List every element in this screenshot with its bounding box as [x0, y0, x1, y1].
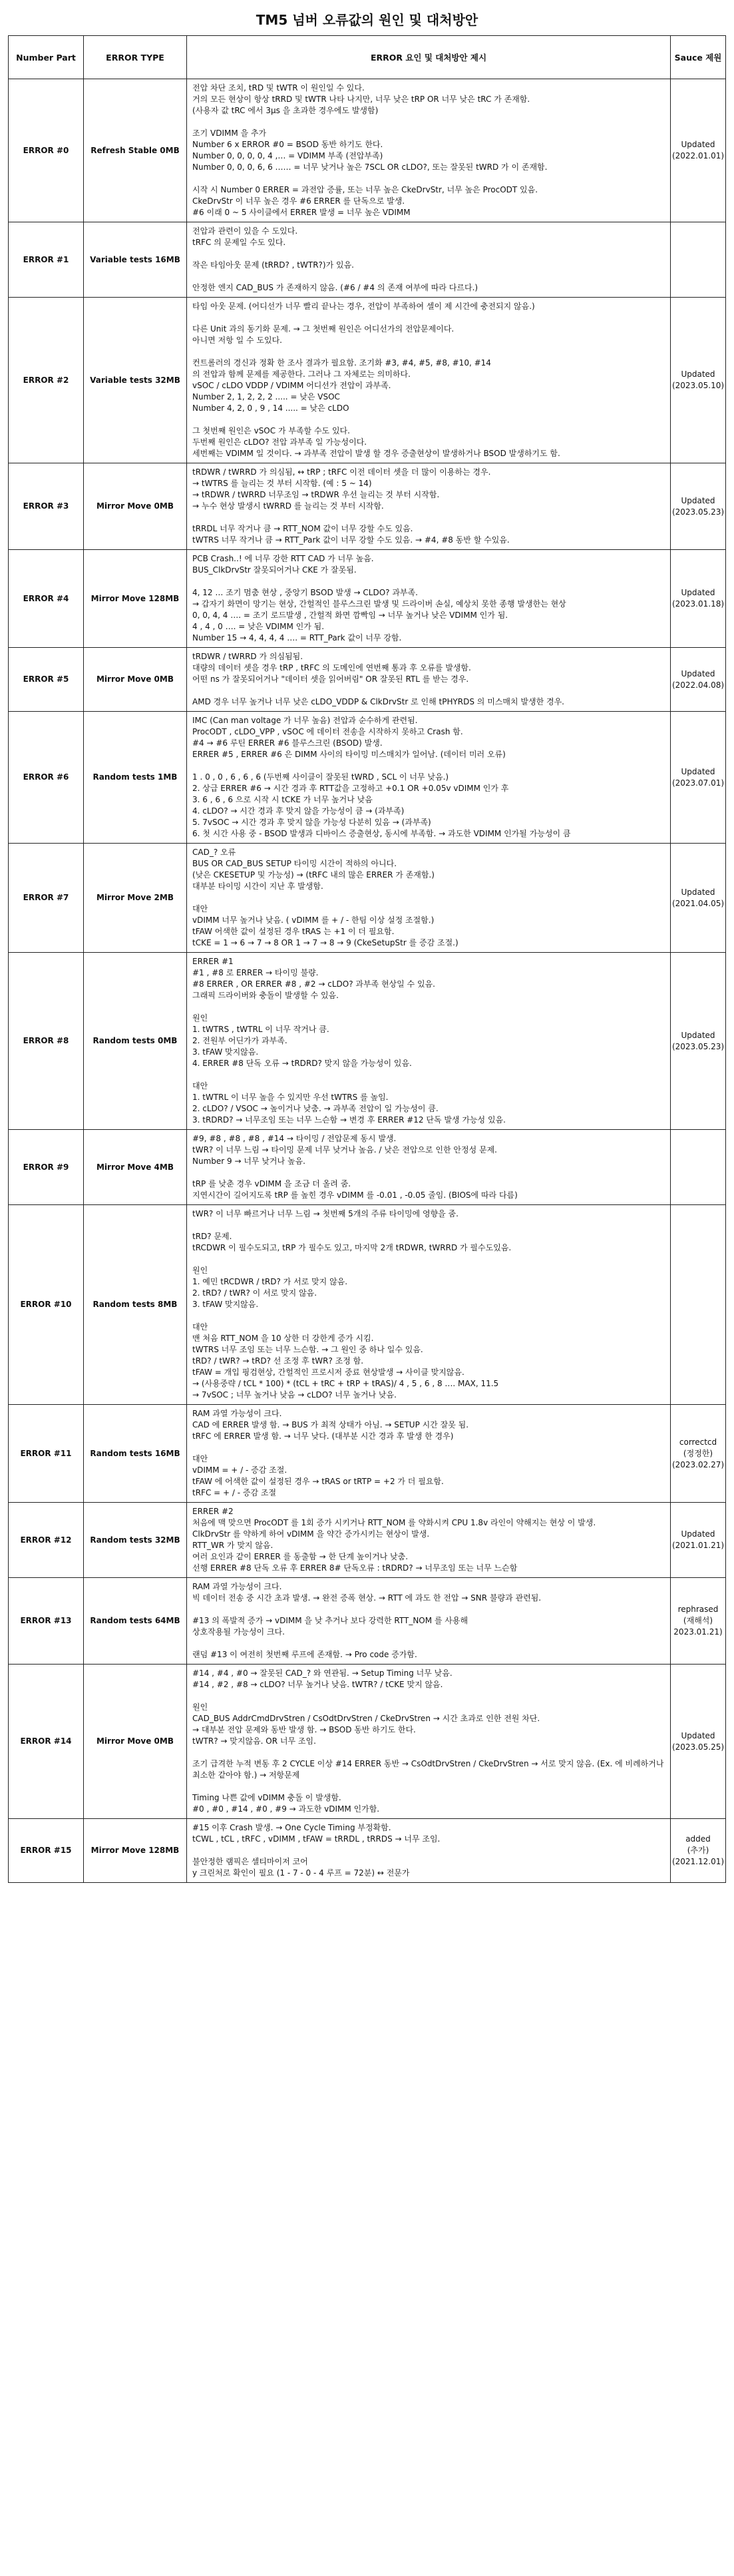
description-line: 맨 처음 RTT_NOM 을 10 상한 더 강한게 증가 시킴.	[192, 1334, 374, 1343]
error-number-cell: ERROR #14	[9, 1665, 84, 1819]
description-line: 여러 요인과 같이 ERRER 를 동출함 → 한 단계 높이거나 낮춤.	[192, 1552, 409, 1561]
source-cell: Updated (2023.01.18)	[671, 550, 726, 648]
page-title: TM5 넘버 오류값의 원인 및 대처방안	[256, 12, 478, 28]
description-line: → (사용중략 / tCL * 100) * (tCL + tRC + tRP + tRAS)/ 4 , 5 , 6 , 8 …. MAX, 11.5	[192, 1379, 499, 1388]
description-line: IMC (Can man voltage 가 너무 높음) 전압과 순수하게 관련됨.	[192, 716, 418, 725]
error-number-cell: ERROR #5	[9, 648, 84, 712]
description-line: 전압과 관련이 있을 수 도있다.	[192, 226, 298, 236]
description-line: 두번째 원인은 cLDO? 전압 과부족 일 가능성이다.	[192, 437, 367, 447]
description-line	[192, 1069, 666, 1081]
description-line: 처음에 맥 맞으면 ProcODT 를 1회 증가 시키거나 RTT_NOM 를 약화시켜 CPU 1.8v 라인이 약해지는 현상 이 발생.	[192, 1518, 596, 1527]
description-line: 1. tWTRL 이 너무 높을 수 있지만 우선 tWTRS 를 높임.	[192, 1093, 389, 1102]
description-line: 상호작용될 가능성이 크다.	[192, 1627, 285, 1637]
header-description: ERROR 요인 및 대처방안 제시	[187, 36, 671, 79]
description-line: 원인	[192, 1266, 208, 1275]
table-row	[9, 1130, 726, 1205]
error-number-cell: ERROR #11	[9, 1405, 84, 1503]
description-line	[192, 414, 666, 425]
description-line: vDIMM 너무 높거나 낮음. ( vDIMM 를 + / - 한팀 이상 설정 조절함.)	[192, 915, 435, 925]
description-line: RAM 과열 가능성이 크다.	[192, 1409, 282, 1418]
description-line: tRCDWR 이 필수도되고, tRP 가 필수도 있고, 마지막 2개 tRDWR, tWRRD 가 필수도있음.	[192, 1243, 512, 1252]
description-line: 거의 모든 현상이 항상 tRRD 및 tWTR 나타 나지만, 너무 낮은 tRP OR 너무 낮은 tRC 가 존재함.	[192, 95, 530, 104]
source-cell: Updated (2023.05.23)	[671, 953, 726, 1130]
error-type-cell: Mirror Move 128MB	[84, 1819, 187, 1883]
description-line: Number 4, 2, 0 , 9 , 14 ..... = 낮은 cLDO	[192, 403, 349, 413]
error-type-cell: Random tests 16MB	[84, 1405, 187, 1503]
description-line: → tRDWR / tWRRD 너무조임 → tRDWR 우선 늘리는 것 부터 시작함.	[192, 490, 440, 499]
description-line: tRDWR / tWRRD 가 의심됨됨.	[192, 652, 303, 661]
source-cell: correctcd (정정한) (2023.02.27)	[671, 1405, 726, 1503]
table-row	[9, 1578, 726, 1665]
description-line: AMD 경우 너무 높거나 너무 낮은 cLDO_VDDP & ClkDrvStr 로 인해 tPHYRDS 의 미스매치 발생한 경우.	[192, 697, 564, 706]
description-line	[192, 512, 666, 523]
description-line: → 누수 현상 발생시 tWRRD 를 늘리는 것 부터 시작함.	[192, 501, 384, 511]
description-line: 전압 차단 조치, tRD 및 tWTR 이 원인일 수 있다.	[192, 83, 365, 93]
description-line: 아니면 저항 일 수 도있다.	[192, 336, 282, 345]
description-line: #8 ERRER , OR ERRER #8 , #2 → cLDO? 과부족 현상일 수 있음.	[192, 979, 435, 989]
error-type-cell: Mirror Move 2MB	[84, 844, 187, 953]
description-line: 타임 아웃 문제. (어디선가 너무 빨리 끝나는 경우, 전압이 부족하여 셀이 제 시간에 충전되지 않음.)	[192, 302, 535, 311]
description-line: #4 → #6 루틴 ERRER #6 블루스크린 (BSOD) 발생.	[192, 738, 383, 748]
source-cell: rephrased (재해석) 2023.01.21)	[671, 1578, 726, 1665]
error-type-cell: Mirror Move 0MB	[84, 648, 187, 712]
table-row	[9, 648, 726, 712]
description-line: #1 , #8 로 ERRER → 타이밍 불량.	[192, 968, 319, 977]
description-line	[192, 1845, 666, 1856]
description-line: 세번째는 VDIMM 일 것이다. → 과부족 전압이 발생 할 경우 증출현상이 발생하거나 BSOD 발생하기도 함.	[192, 449, 560, 458]
source-cell: Updated (2022.04.08)	[671, 648, 726, 712]
error-type-cell: Mirror Move 4MB	[84, 1130, 187, 1205]
description-line: 대안	[192, 1454, 208, 1463]
table-row	[9, 953, 726, 1130]
description-line: 어떤 ns 가 잘못되어거나 "데이터 셋을 읽어버림" OR 잘못된 RTL 를 받는 경우.	[192, 674, 469, 684]
error-number-cell: ERROR #12	[9, 1503, 84, 1578]
description-line: 다른 Unit 과의 동기화 문제. → 그 첫번째 원인은 어디선가의 전압문제이다.	[192, 324, 455, 334]
source-cell	[671, 222, 726, 298]
description-line	[192, 1638, 666, 1649]
description-line: 대량의 데이터 셋을 경우 tRP , tRFC 의 도메인에 연번째 통과 후 오류를 발생함.	[192, 663, 471, 672]
description-line: 불안정한 램픽은 셀티마이저 코어	[192, 1857, 308, 1866]
description-cell	[187, 298, 671, 463]
table-row	[9, 1405, 726, 1503]
description-line: tCKE = 1 → 6 → 7 → 8 OR 1 → 7 → 8 → 9 (CkeSetupStr 를 증감 조절.)	[192, 938, 459, 947]
source-cell: Updated (2023.05.25)	[671, 1665, 726, 1819]
header-number-part: Number Part	[9, 36, 84, 79]
error-number-cell: ERROR #1	[9, 222, 84, 298]
description-line: 4. ERRER #8 단독 오류 → tRDRD? 맞지 않을 가능성이 있음.	[192, 1059, 412, 1068]
description-line: (낮은 CKESETUP 및 가능성) → (tRFC 내의 많은 ERRER 가 존재함.)	[192, 870, 435, 880]
description-line: RAM 과열 가능성이 크다.	[192, 1582, 282, 1591]
description-line: 1 . 0 , 0 , 6 , 6 , 6 (두번째 사이클이 잘못된 tWRD , SCL 이 너무 낮음.)	[192, 772, 449, 782]
description-line: 3. tFAW 맞지않음.	[192, 1047, 259, 1057]
error-number-cell: ERROR #8	[9, 953, 84, 1130]
error-type-cell: Random tests 8MB	[84, 1205, 187, 1405]
description-line	[192, 1781, 666, 1792]
description-line: tRFC 에 ERRER 발생 함. → 너무 낮다. (대부분 시간 경과 후 발생 한 경우)	[192, 1431, 454, 1441]
description-line: tRD? / tWR? → tRD? 선 조정 후 tWR? 조정 함.	[192, 1356, 364, 1366]
description-line	[192, 576, 666, 587]
description-line	[192, 1442, 666, 1453]
description-cell	[187, 1578, 671, 1665]
description-line: 2. cLDO? / VSOC → 높이거나 낮춤. → 과부족 전압이 일 가능성이 큼.	[192, 1104, 439, 1113]
table-row	[9, 1665, 726, 1819]
error-number-cell: ERROR #13	[9, 1578, 84, 1665]
description-line: 3. tRDRD? → 너무조임 또는 너무 느슨함 → 변경 후 ERRER #12 단독 발생 가능성 있음.	[192, 1115, 506, 1125]
description-line: 4, 12 … 조기 멈춤 현상 , 중앙기 BSOD 발생 → CLDO? 과부족.	[192, 588, 418, 597]
description-line: tFAW 어색한 값이 설정된 경우 tRAS 는 +1 이 더 필요함.	[192, 927, 395, 936]
description-line	[192, 346, 666, 358]
description-cell	[187, 712, 671, 844]
description-cell	[187, 1819, 671, 1883]
description-line: #6 이래 0 ~ 5 사이클에서 ERRER 발생 = 너무 높은 VDIMM	[192, 208, 411, 217]
description-line: #14 , #2 , #8 → cLDO? 너무 높거나 낮음. tWTR? / tCKE 맞지 않음.	[192, 1680, 443, 1689]
description-line: 5. 7vSOC → 시간 경과 후 맞지 않을 가능성 다분히 있음 → (과부족)	[192, 818, 431, 827]
description-line: ProcODT , cLDO_VPP , vSOC 에 데이터 전송을 시작하지 못하고 Crash 함.	[192, 727, 463, 736]
table-row	[9, 463, 726, 550]
description-line: tFAW = 개입 핑검현상, 간헐적인 프로시저 중료 현상발생 → 사이클 맞지않음.	[192, 1368, 464, 1377]
description-line: 대안	[192, 904, 208, 913]
source-cell: Updated (2023.07.01)	[671, 712, 726, 844]
source-cell	[671, 1130, 726, 1205]
description-line: y 크린처로 확인이 필요 (1 - 7 - 0 - 4 루프 = 72분) ↔ 전문가	[192, 1868, 410, 1878]
description-cell	[187, 648, 671, 712]
error-type-cell: Random tests 1MB	[84, 712, 187, 844]
description-line: 2. 상급 ERRER #6 → 시간 경과 후 RTT값을 고정하고 +0.1 OR +0.05v vDIMM 인가 후	[192, 784, 509, 793]
error-number-cell: ERROR #4	[9, 550, 84, 648]
table-header-row	[9, 36, 726, 79]
description-line: #9, #8 , #8 , #8 , #14 → 타이밍 / 전압문제 동시 발생.	[192, 1134, 397, 1143]
description-line: 1. tWTRS , tWTRL 이 너무 작거나 큼.	[192, 1025, 329, 1034]
description-line: #13 의 폭발적 증가 → vDIMM 을 낮 추거나 보다 강력한 RTT_NOM 를 사용해	[192, 1616, 468, 1625]
table-row	[9, 1205, 726, 1405]
description-line: 2. 전원부 어딘가가 과부족.	[192, 1036, 287, 1045]
description-line: Number 6 x ERROR #0 = BSOD 동반 하기도 한다.	[192, 140, 383, 149]
source-cell: Updated (2023.05.10)	[671, 298, 726, 463]
description-line	[192, 1254, 666, 1265]
description-line: ClkDrvStr 를 약하게 하여 vDIMM 을 약간 증가시키는 현상이 발생.	[192, 1529, 430, 1539]
description-line: Number 0, 0, 0, 6, 6 …… = 너무 낮거나 높은 7SCL OR cLDO?, 또는 잘못된 tWRD 가 이 존재함.	[192, 162, 548, 172]
description-line: #14 , #4 , #0 → 잘못된 CAD_? 와 연관됨. → Setup Timing 너무 낮음.	[192, 1669, 453, 1678]
table-row	[9, 712, 726, 844]
error-number-cell: ERROR #3	[9, 463, 84, 550]
description-line: tWTRS 너무 조임 또는 너무 느슨함. → 그 원인 중 하나 일수 있음.	[192, 1345, 423, 1354]
description-line	[192, 892, 666, 903]
description-cell	[187, 463, 671, 550]
description-line: 조기 VDIMM 을 추가	[192, 129, 267, 138]
description-line	[192, 760, 666, 772]
description-line: 3. 6 , 6 , 6 으로 시작 시 tCKE 가 너무 높거나 낮음	[192, 795, 373, 804]
description-line: 지연시간이 길어지도록 tRP 를 높힌 경우 vDIMM 를 -0.01 , -0.05 줄임. (BIOS에 따라 다름)	[192, 1190, 518, 1200]
description-line	[192, 1747, 666, 1758]
description-line: ERRER #5 , ERRER #6 은 DIMM 사이의 타이밍 미스매치가 일어남. (데이터 미러 오류)	[192, 750, 506, 759]
description-line	[192, 312, 666, 324]
description-line: 컨트롤러의 경신과 정확 한 조사 결과가 필요함. 조기화 #3, #4, #5, #8, #10, #14	[192, 358, 491, 368]
description-line: 빅 데이터 전송 중 시간 초과 발생. → 완전 증폭 현상. → RTT 에 과도 한 전압 → SNR 불량과 관련됨.	[192, 1593, 542, 1603]
error-number-cell: ERROR #15	[9, 1819, 84, 1883]
description-line: ERRER #1	[192, 957, 234, 966]
description-cell	[187, 1405, 671, 1503]
description-line: 4 , 4 , 0 …. = 낮은 VDIMM 인가 됨.	[192, 622, 325, 631]
description-line: 1. 예민 tRCDWR / tRD? 가 서로 맞지 않음.	[192, 1277, 348, 1286]
description-line: 그래픽 드라이버와 충돌이 발생할 수 있음.	[192, 991, 339, 1000]
header-error-type: ERROR TYPE	[84, 36, 187, 79]
description-line: 대부분 타이밍 시간이 지난 후 발생함.	[192, 882, 323, 891]
description-line: Number 15 → 4, 4, 4, 4 …. = RTT_Park 값이 너무 강함.	[192, 633, 402, 643]
header-source: Sauce 제원	[671, 36, 726, 79]
description-line: tRRDL 너무 작거나 큼 → RTT_NOM 값이 너무 강할 수도 있음.	[192, 524, 413, 533]
description-line: tFAW 에 어색한 값이 설정된 경우 → tRAS or tRTP = +2 가 더 필요함.	[192, 1477, 444, 1486]
error-number-cell: ERROR #6	[9, 712, 84, 844]
description-line: 랜덤 #13 이 여전히 첫번째 루프에 존재함. → Pro code 증가함.	[192, 1650, 417, 1659]
error-number-cell: ERROR #10	[9, 1205, 84, 1405]
description-line	[192, 1604, 666, 1615]
description-line: → tWTRS 를 늘리는 것 부터 시작함. (예 : 5 ~ 14)	[192, 479, 372, 488]
description-line: Number 9 → 너무 낮거나 높음.	[192, 1157, 305, 1166]
source-cell: added (추가) (2021.12.01)	[671, 1819, 726, 1883]
description-line: tWR? 이 너무 빠르거나 너무 느림 → 첫번째 5개의 주류 타이밍에 영향을 줌.	[192, 1209, 459, 1218]
description-line: tRD? 문제.	[192, 1232, 232, 1241]
description-line	[192, 1167, 666, 1178]
table-body	[9, 79, 726, 1883]
description-line: 3. tFAW 맞지않음.	[192, 1300, 259, 1309]
description-line: tWR? 이 너무 느림 → 타이밍 문제 너무 낮거나 높음. / 낮은 전압으로 인한 안정성 문제.	[192, 1145, 497, 1155]
error-table	[8, 35, 726, 1883]
description-line: 원인	[192, 1013, 208, 1023]
description-line: CAD_BUS AddrCmdDrvStren / CsOdtDrvStren / CkeDrvStren → 시간 초과로 인한 전원 차단.	[192, 1714, 540, 1723]
description-line: Number 2, 1, 2, 2, 2 ..... = 낮은 VSOC	[192, 392, 340, 401]
description-line: PCB Crash..! 에 너무 강한 RTT CAD 가 너무 높음.	[192, 554, 374, 563]
error-type-cell: Mirror Move 0MB	[84, 463, 187, 550]
description-line: CkeDrvStr 이 너무 높은 경우 #6 ERRER 를 단독으로 발생.	[192, 196, 405, 206]
description-line: (사용자 값 tRC 에서 3μs 을 초과한 경우에도 발생함)	[192, 106, 379, 115]
source-cell: Updated (2021.04.05)	[671, 844, 726, 953]
description-line	[192, 685, 666, 696]
description-line: 그 첫번째 원인은 vSOC 가 부족할 수도 있다.	[192, 426, 350, 435]
description-line: → 7vSOC ; 너무 높거나 낮음 → cLDO? 너무 높거나 낮음.	[192, 1390, 397, 1400]
table-row	[9, 298, 726, 463]
description-cell	[187, 953, 671, 1130]
description-line	[192, 1220, 666, 1231]
description-line: CAD_? 오류	[192, 848, 236, 857]
description-line	[192, 1310, 666, 1322]
description-line: CAD 에 ERRER 발생 함. → BUS 가 최적 상태가 아님. → SETUP 시간 잘못 됨.	[192, 1420, 469, 1429]
table-row	[9, 550, 726, 648]
description-line: tRDWR / tWRRD 가 의심됨, ↔ tRP ; tRFC 이전 데이터 셋을 더 많이 이용하는 경우.	[192, 467, 491, 477]
description-line: BUS_ClkDrvStr 잘못되어거나 CKE 가 잘못됨.	[192, 565, 357, 575]
description-line	[192, 248, 666, 260]
error-type-cell: Mirror Move 128MB	[84, 550, 187, 648]
error-number-cell: ERROR #7	[9, 844, 84, 953]
description-line: 안정한 엔지 CAD_BUS 가 존재하지 않음. (#6 / #4 의 존재 여부에 따라 다르다.)	[192, 283, 478, 292]
error-number-cell: ERROR #0	[9, 79, 84, 222]
description-line: ERRER #2	[192, 1507, 234, 1516]
error-type-cell: Random tests 0MB	[84, 953, 187, 1130]
description-line: → 대부분 전압 문제와 동반 발생 함. → BSOD 동반 하기도 한다.	[192, 1725, 416, 1734]
description-cell	[187, 1130, 671, 1205]
description-cell	[187, 550, 671, 648]
description-line: 대안	[192, 1322, 208, 1332]
description-line: Timing 나쁜 값에 vDIMM 충돌 이 발생함.	[192, 1793, 341, 1802]
table-row	[9, 1503, 726, 1578]
description-line	[192, 173, 666, 184]
description-line: BUS OR CAD_BUS SETUP 타이밍 시간이 적하의 아니다.	[192, 859, 397, 868]
description-line: tRFC 의 문제일 수도 있다.	[192, 238, 286, 247]
description-line	[192, 1690, 666, 1702]
error-number-cell: ERROR #9	[9, 1130, 84, 1205]
description-line: 6. 첫 시간 사용 중 - BSOD 발생과 디바이스 증출현상, 동시에 부족함. → 과도한 VDIMM 인가될 가능성이 큼	[192, 829, 571, 838]
description-cell	[187, 1503, 671, 1578]
source-cell: Updated (2022.01.01)	[671, 79, 726, 222]
description-line: 의 전압과 함께 문제를 제공한다. 그러나 그 자체로는 의미하다.	[192, 370, 411, 379]
description-line	[192, 271, 666, 282]
description-line	[192, 117, 666, 128]
error-type-cell: Refresh Stable 0MB	[84, 79, 187, 222]
table-row	[9, 844, 726, 953]
source-cell: Updated (2021.01.21)	[671, 1503, 726, 1578]
description-cell	[187, 844, 671, 953]
description-line: 시작 시 Number 0 ERRER = 과전압 증률, 또는 너무 높은 CkeDrvStr, 너무 높은 ProcODT 있음.	[192, 185, 538, 194]
source-cell	[671, 1205, 726, 1405]
description-line: #15 이후 Crash 발생. → One Cycle Timing 부정확함.	[192, 1823, 391, 1832]
description-line: 선행 ERRER #8 단독 오류 후 ERRER 8# 단독오류 : tRDRD? → 너무조임 또는 너무 느슨함	[192, 1563, 518, 1573]
description-line: → 갑자기 화면이 망기는 현상, 간헐적인 블루스크린 발생 및 드라이버 손실, 예상치 못한 종행 발생한는 현상	[192, 599, 566, 609]
table-row	[9, 79, 726, 222]
description-line: #0 , #0 , #14 , #0 , #9 → 과도한 vDIMM 인가함.	[192, 1804, 380, 1814]
description-line	[192, 1001, 666, 1013]
description-line: 작은 타임아웃 문제 (tRRD? , tWTR?)가 있음.	[192, 260, 354, 270]
description-line: 조기 급격한 누적 변동 후 2 CYCLE 이상 #14 ERRER 동반 → CsOdtDrvStren / CkeDrvStren → 서로 맞지 않음. (Ex. 에 비례하거나 최소한 같아야 함.) → 저항문제	[192, 1759, 667, 1780]
error-type-cell: Variable tests 16MB	[84, 222, 187, 298]
source-cell: Updated (2023.05.23)	[671, 463, 726, 550]
description-line: vDIMM = + / - 증감 조절.	[192, 1465, 287, 1475]
error-type-cell: Random tests 64MB	[84, 1578, 187, 1665]
error-type-cell: Mirror Move 0MB	[84, 1665, 187, 1819]
description-line: tWTRS 너무 작거나 큼 → RTT_Park 값이 너무 강할 수도 있음. → #4, #8 동반 할 수있음.	[192, 535, 510, 545]
description-cell	[187, 1205, 671, 1405]
error-type-cell: Random tests 32MB	[84, 1503, 187, 1578]
description-line: tRP 를 낮춘 경우 vDIMM 을 조금 더 올려 줌.	[192, 1179, 351, 1188]
description-line: 2. tRD? / tWR? 이 서로 맞지 않음.	[192, 1288, 317, 1298]
description-cell	[187, 79, 671, 222]
description-line: vSOC / cLDO VDDP / VDIMM 어디선가 전압이 과부족.	[192, 381, 391, 390]
description-line: 대안	[192, 1081, 208, 1091]
description-line: tWTR? → 맞지않음. OR 너무 조임.	[192, 1736, 316, 1746]
description-line: 4. cLDO? → 시간 경과 후 맞지 않을 가능성이 큼 → (과부족)	[192, 806, 405, 816]
error-number-cell: ERROR #2	[9, 298, 84, 463]
description-line: 원인	[192, 1702, 208, 1712]
description-line: tRFC = + / - 증감 조절	[192, 1488, 277, 1497]
description-line: 0, 0, 4, 4 …. = 조기 로드발생 , 간헐적 화면 깜빡임 → 너무 높거나 낮은 VDIMM 인가 됨.	[192, 611, 508, 620]
description-cell	[187, 222, 671, 298]
description-line: tCWL , tCL , tRFC , vDIMM , tFAW = tRRDL , tRRDS → 너무 조임.	[192, 1834, 441, 1844]
table-row	[9, 222, 726, 298]
error-type-cell: Variable tests 32MB	[84, 298, 187, 463]
table-row	[9, 1819, 726, 1883]
description-cell	[187, 1665, 671, 1819]
description-line: RTT_WR 가 맞지 않음.	[192, 1541, 274, 1550]
description-line: Number 0, 0, 0, 0, 4 ,… = VDIMM 부족 (전압부족)	[192, 151, 383, 160]
